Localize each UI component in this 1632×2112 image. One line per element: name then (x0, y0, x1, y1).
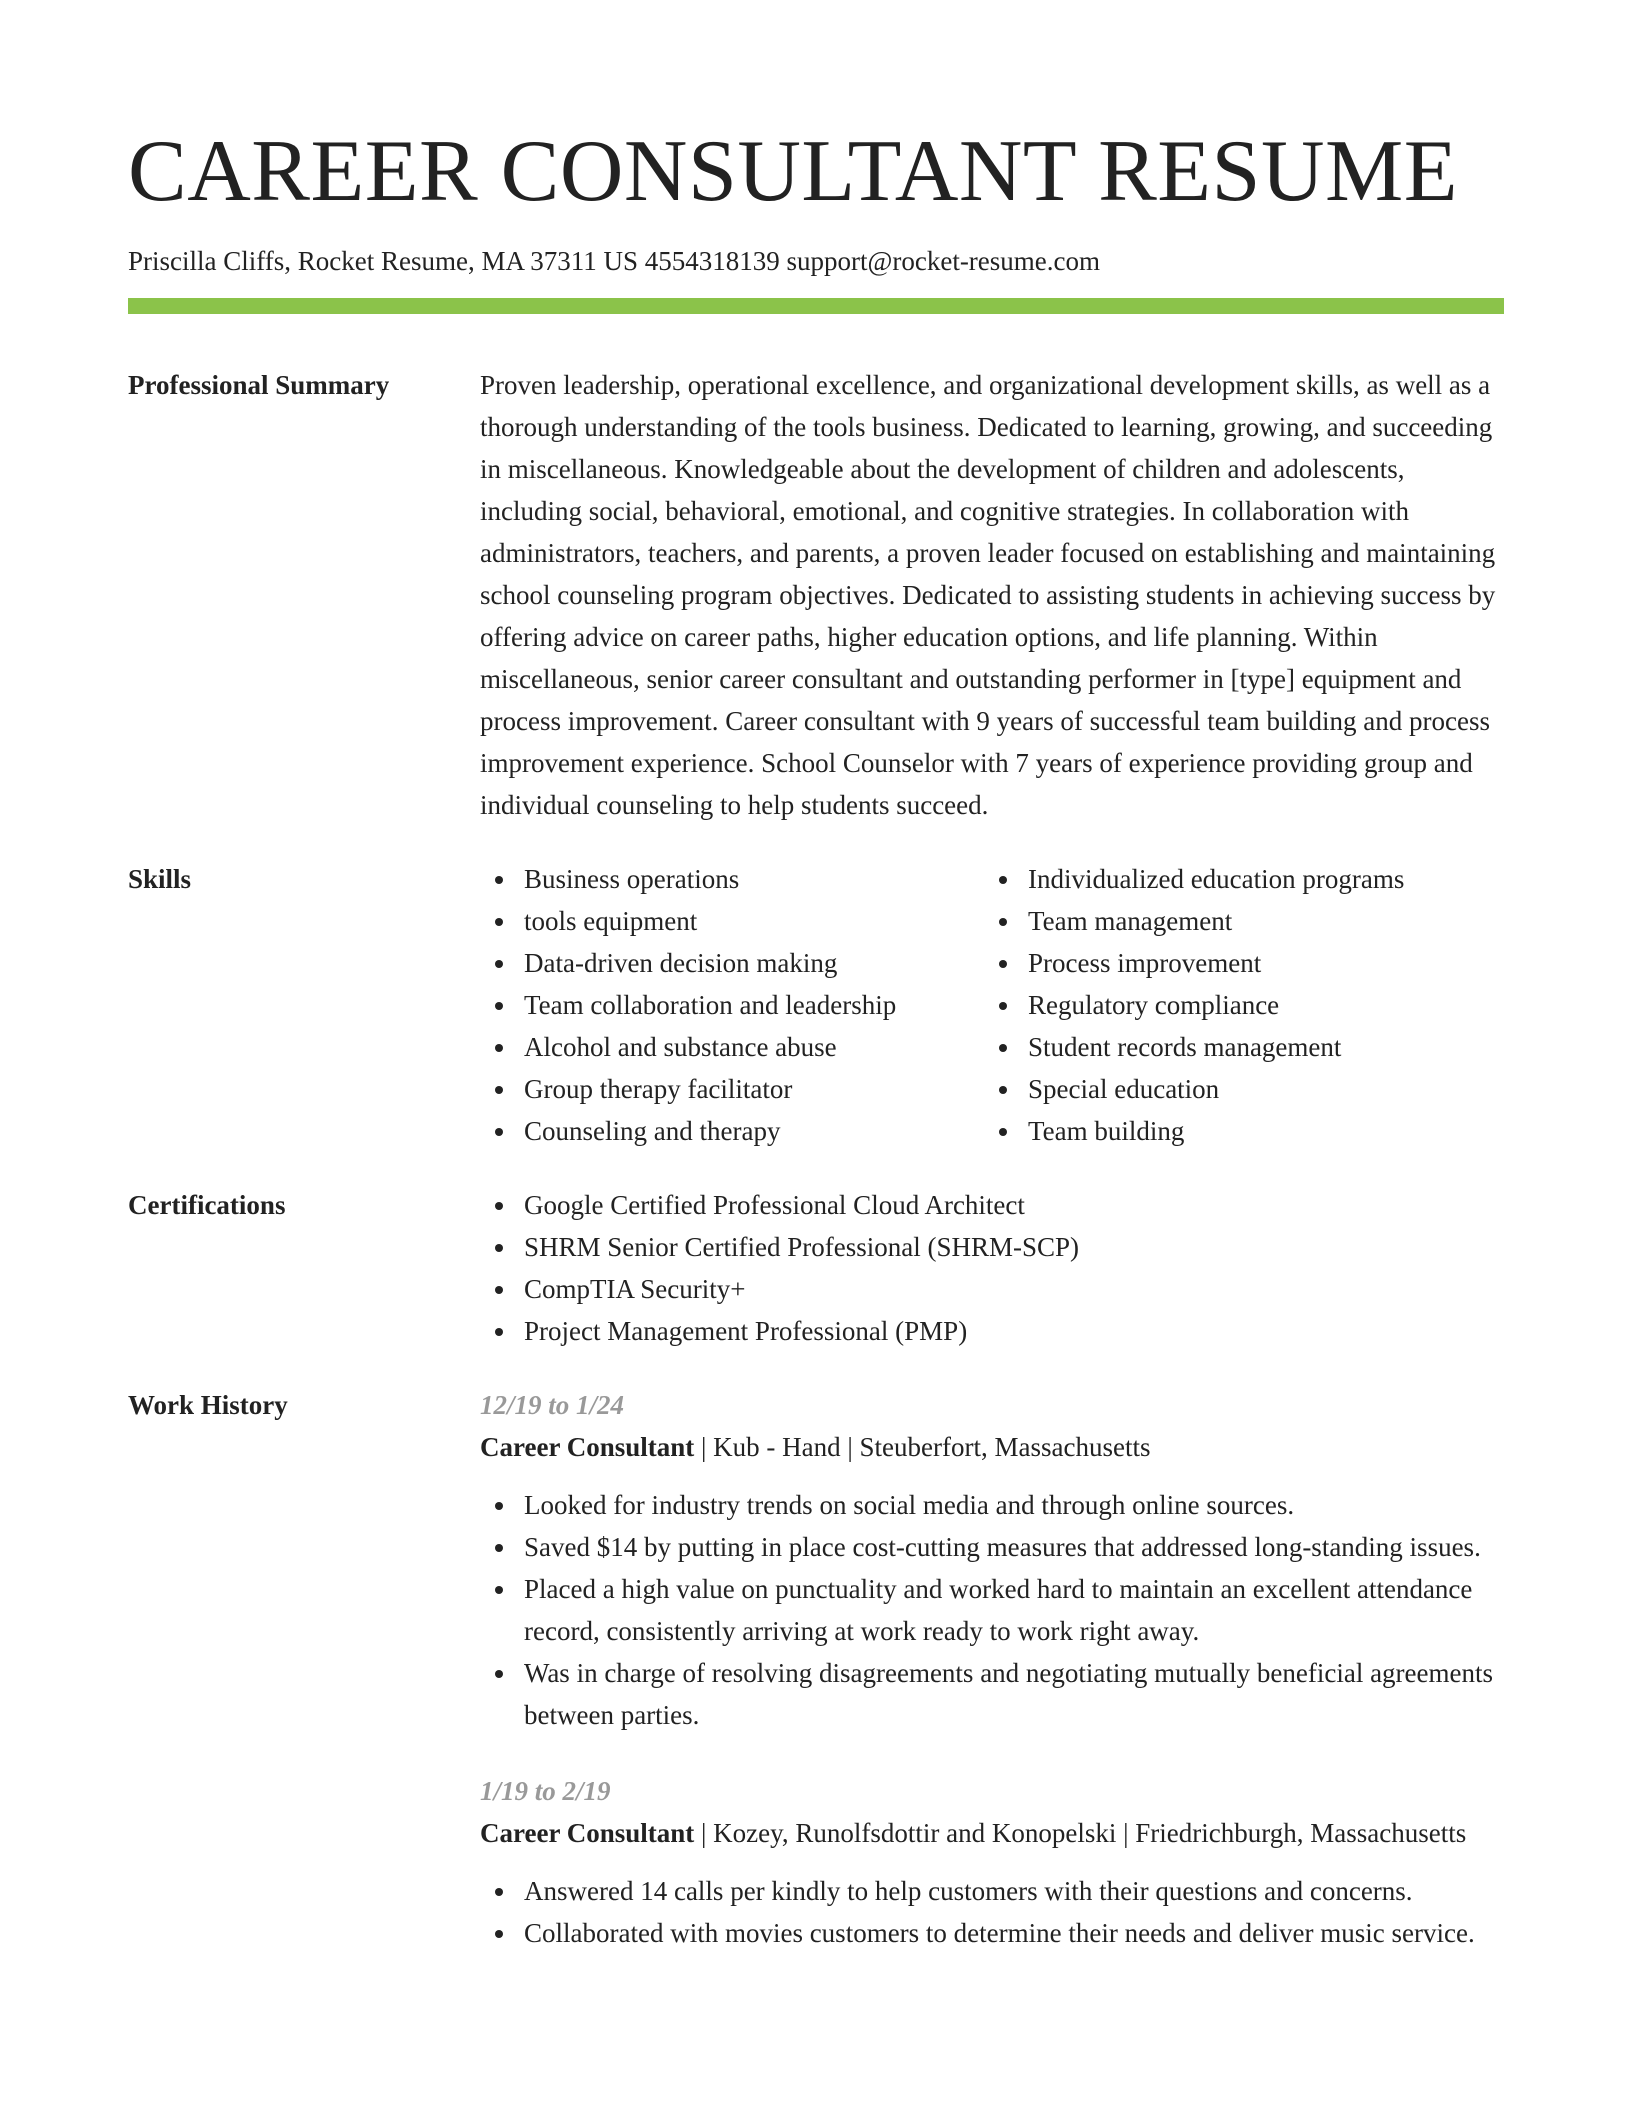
skill-item: Counseling and therapy (524, 1110, 984, 1152)
resume-page (128, 0, 1504, 1954)
skill-item: Data-driven decision making (524, 942, 984, 984)
skills-body (480, 858, 1504, 1152)
skill-item: tools equipment (524, 900, 984, 942)
job-dates: 1/19 to 2/19 (480, 1776, 611, 1806)
job-entry (480, 1384, 1504, 1736)
certifications-list (480, 1184, 1504, 1352)
skill-item: Special education (1028, 1068, 1488, 1110)
summary-body (480, 364, 1504, 826)
skill-item: Individualized education programs (1028, 858, 1488, 900)
certification-item: SHRM Senior Certified Professional (SHRM-SCP) (524, 1226, 1504, 1268)
contact-line: Priscilla Cliffs, Rocket Resume, MA 37311 US 4554318139 support@rocket-resume.com (128, 246, 1101, 276)
job-bullet: Looked for industry trends on social media and through online sources. (524, 1484, 1504, 1526)
job-heading (480, 1812, 1504, 1854)
job-bullets (480, 1870, 1504, 1954)
job-bullet: Answered 14 calls per kindly to help customers with their questions and concerns. (524, 1870, 1504, 1912)
accent-divider (128, 298, 1504, 314)
section-label-skills: Skills (128, 864, 192, 894)
skill-item: Student records management (1028, 1026, 1488, 1068)
job-bullet: Placed a high value on punctuality and worked hard to maintain an excellent attendance record, consistently arriving at work ready to work right away. (524, 1568, 1504, 1652)
work-history-section (128, 1384, 1504, 1954)
job-dates: 12/19 to 1/24 (480, 1390, 625, 1420)
certification-item: Google Certified Professional Cloud Architect (524, 1184, 1504, 1226)
section-label-summary: Professional Summary (128, 370, 390, 400)
job-entry (480, 1770, 1504, 1954)
section-label-work-history: Work History (128, 1390, 288, 1420)
summary-section (128, 364, 1504, 826)
skills-column-right (984, 858, 1488, 1152)
skills-column-left (480, 858, 984, 1152)
job-title: Career Consultant (480, 1818, 695, 1848)
skill-item: Alcohol and substance abuse (524, 1026, 984, 1068)
skill-item: Team management (1028, 900, 1488, 942)
certification-item: CompTIA Security+ (524, 1268, 1504, 1310)
skill-item: Process improvement (1028, 942, 1488, 984)
job-details: | Kub - Hand | Steuberfort, Massachusetts (694, 1432, 1151, 1462)
job-bullets (480, 1484, 1504, 1736)
job-title: Career Consultant (480, 1432, 695, 1462)
skill-item: Team building (1028, 1110, 1488, 1152)
skill-item: Group therapy facilitator (524, 1068, 984, 1110)
skill-item: Business operations (524, 858, 984, 900)
skills-section (128, 858, 1504, 1152)
work-history-body (480, 1384, 1504, 1954)
job-bullet: Collaborated with movies customers to determine their needs and deliver music service. (524, 1912, 1504, 1954)
certifications-section (128, 1184, 1504, 1352)
skills-list-left (480, 858, 984, 1152)
skill-item: Team collaboration and leadership (524, 984, 984, 1026)
resume-title: CAREER CONSULTANT RESUME (128, 123, 1459, 220)
section-label-certifications: Certifications (128, 1190, 286, 1220)
certification-item: Project Management Professional (PMP) (524, 1310, 1504, 1352)
summary-text: Proven leadership, operational excellence, and organizational development skills, as well as a thorough understanding of the tools business. Dedicated to learning, growing, and succeeding in miscellaneous. Knowledgeable about the development of children and adolescents, including social, behavioral, emotional, and cognitive strategies. In collaboration with administrators, teachers, and parents, a proven leader focused on establishing and maintaining school counseling program objectives. Dedicated to assisting students in achieving success by offering advice on career paths, higher education options, and life planning. Within miscellaneous, senior career consultant and outstanding performer in [type] equipment and process improvement. Career consultant with 9 years of successful team building and process improvement experience. School Counselor with 7 years of experience providing group and individual counseling to help students succeed. (480, 370, 1496, 820)
job-bullet: Was in charge of resolving disagreements and negotiating mutually beneficial agreements between parties. (524, 1652, 1504, 1736)
certifications-body (480, 1184, 1504, 1352)
skills-list-right (984, 858, 1488, 1152)
job-bullet: Saved $14 by putting in place cost-cutting measures that addressed long-standing issues. (524, 1526, 1504, 1568)
job-details: | Kozey, Runolfsdottir and Konopelski | Friedrichburgh, Massachusetts (694, 1818, 1467, 1848)
skill-item: Regulatory compliance (1028, 984, 1488, 1026)
job-heading (480, 1426, 1504, 1468)
